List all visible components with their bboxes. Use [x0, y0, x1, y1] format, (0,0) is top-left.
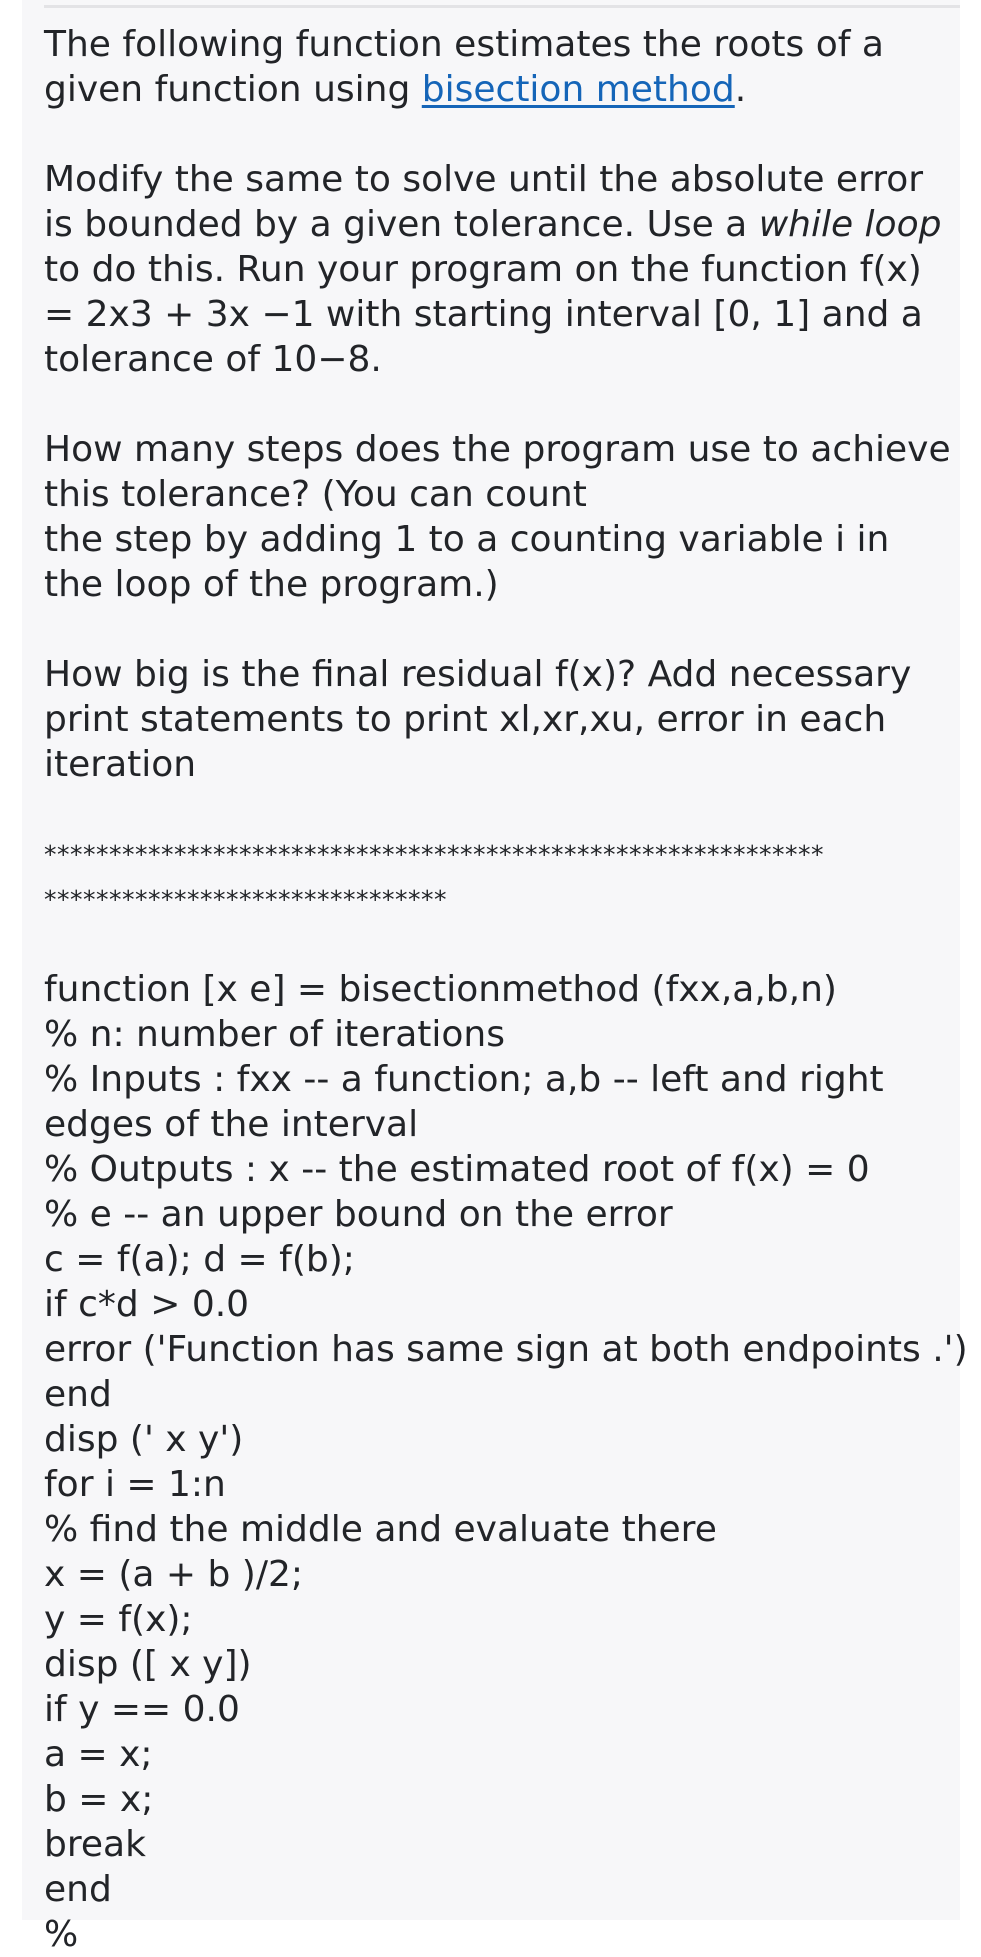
top-divider [44, 5, 960, 8]
while-loop-emphasis: while loop [758, 204, 942, 245]
modify-paragraph [44, 157, 954, 382]
modify-text: Modify the same to solve until the absolute error is bounded by a given tolerance. Use a [44, 159, 924, 245]
code-line: b = x; [44, 1779, 154, 1820]
steps-line-2: the step by adding 1 to a counting variable i in the loop of the program.) [44, 519, 890, 605]
code-line: end [44, 1869, 112, 1910]
code-line: % Inputs : fxx -- a function; a,b -- left and right [44, 1059, 884, 1100]
code-line: % n: number of iterations [44, 1014, 505, 1055]
code-line: % Outputs : x -- the estimated root of f(x) = 0 [44, 1149, 870, 1190]
code-line: y = f(x); [44, 1599, 193, 1640]
bisection-method-link[interactable]: bisection method [421, 69, 735, 110]
code-line: for i = 1:n [44, 1464, 226, 1505]
steps-line-1: How many steps does the program use to achieve this tolerance? (You can count [44, 429, 951, 515]
question-content [44, 22, 968, 1955]
code-line: c = f(a); d = f(b); [44, 1239, 355, 1280]
separator-stars-1: ************************************************************ [44, 840, 824, 869]
intro-text: The following function estimates the roots of a given function using [44, 24, 884, 110]
code-line: disp ([ x y]) [44, 1644, 252, 1685]
separator-stars-2: ******************************* [44, 885, 447, 914]
intro-paragraph [44, 22, 954, 112]
intro-end: . [734, 69, 747, 110]
code-line: edges of the interval [44, 1104, 419, 1145]
code-line: % [44, 1914, 79, 1955]
code-line: error ('Function has same sign at both endpoints .') [44, 1329, 968, 1370]
code-line: end [44, 1374, 112, 1415]
code-line: function [x e] = bisectionmethod (fxx,a,b,n) [44, 969, 837, 1010]
question-card [22, 0, 968, 1955]
code-line: disp (' x y') [44, 1419, 244, 1460]
code-line: % find the middle and evaluate there [44, 1509, 717, 1550]
modify-text-rest: to do this. Run your program on the function f(x) = 2x3 + 3x −1 with starting interval [0, 1] and a tolerance of 10−8. [44, 249, 923, 380]
code-line: if c*d > 0.0 [44, 1284, 250, 1325]
residual-paragraph: How big is the final residual f(x)? Add necessary print statements to print xl,xr,xu, error in each iteration [44, 654, 912, 785]
code-block [44, 967, 968, 1955]
code-line: a = x; [44, 1734, 153, 1775]
code-line: if y == 0.0 [44, 1689, 240, 1730]
code-line: % e -- an upper bound on the error [44, 1194, 673, 1235]
code-line: x = (a + b )/2; [44, 1554, 304, 1595]
code-line: break [44, 1824, 146, 1865]
steps-paragraph [44, 427, 954, 607]
